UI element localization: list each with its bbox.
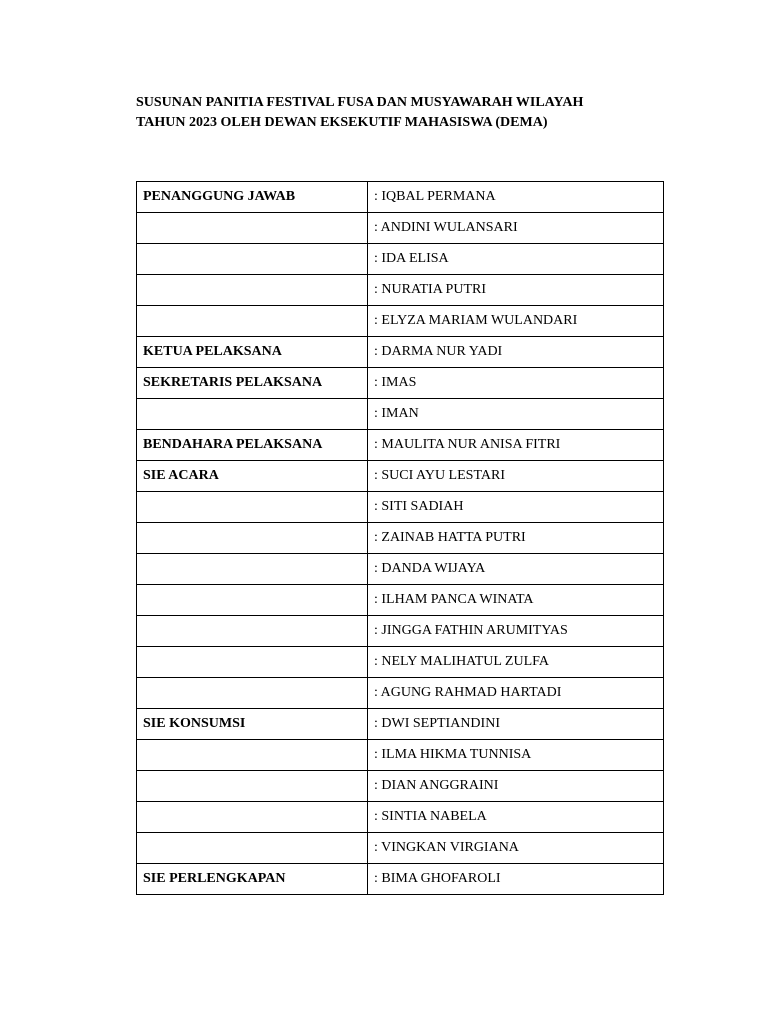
role-cell: SEKRETARIS PELAKSANA [137,368,368,399]
member-name-cell: : NELY MALIHATUL ZULFA [368,647,664,678]
table-row [137,213,664,244]
member-name-cell: : ZAINAB HATTA PUTRI [368,523,664,554]
table-row [137,864,664,895]
table-row [137,709,664,740]
table-row [137,461,664,492]
member-name-cell: : MAULITA NUR ANISA FITRI [368,430,664,461]
member-name-cell: : DARMA NUR YADI [368,337,664,368]
role-cell [137,647,368,678]
member-name-cell: : ELYZA MARIAM WULANDARI [368,306,664,337]
role-cell [137,833,368,864]
table-row [137,244,664,275]
role-cell [137,275,368,306]
table-row [137,740,664,771]
role-cell [137,616,368,647]
table-row [137,430,664,461]
member-name-cell: : IDA ELISA [368,244,664,275]
role-cell [137,585,368,616]
table-row [137,616,664,647]
role-cell: PENANGGUNG JAWAB [137,182,368,213]
member-name-cell: : IQBAL PERMANA [368,182,664,213]
role-cell: BENDAHARA PELAKSANA [137,430,368,461]
member-name-cell: : DWI SEPTIANDINI [368,709,664,740]
table-row [137,306,664,337]
role-cell [137,678,368,709]
member-name-cell: : BIMA GHOFAROLI [368,864,664,895]
table-row [137,554,664,585]
role-cell: SIE PERLENGKAPAN [137,864,368,895]
member-name-cell: : SUCI AYU LESTARI [368,461,664,492]
member-name-cell: : SITI SADIAH [368,492,664,523]
table-row [137,275,664,306]
role-cell [137,213,368,244]
table-row [137,678,664,709]
table-row [137,647,664,678]
role-cell [137,492,368,523]
member-name-cell: : DIAN ANGGRAINI [368,771,664,802]
document-title [136,93,676,133]
member-name-cell: : ILHAM PANCA WINATA [368,585,664,616]
member-name-cell: : ANDINI WULANSARI [368,213,664,244]
committee-table [136,181,664,895]
member-name-cell: : DANDA WIJAYA [368,554,664,585]
member-name-cell: : ILMA HIKMA TUNNISA [368,740,664,771]
committee-table-body [137,182,664,895]
title-line-2: TAHUN 2023 OLEH DEWAN EKSEKUTIF MAHASISWA (DEMA) [136,115,548,130]
member-name-cell: : NURATIA PUTRI [368,275,664,306]
role-cell [137,399,368,430]
title-line-1: SUSUNAN PANITIA FESTIVAL FUSA DAN MUSYAWARAH WILAYAH [136,95,584,110]
table-row [137,833,664,864]
role-cell [137,554,368,585]
table-row [137,771,664,802]
table-row [137,492,664,523]
member-name-cell: : JINGGA FATHIN ARUMITYAS [368,616,664,647]
role-cell: SIE KONSUMSI [137,709,368,740]
role-cell [137,771,368,802]
role-cell: SIE ACARA [137,461,368,492]
table-row [137,523,664,554]
member-name-cell: : IMAS [368,368,664,399]
role-cell [137,244,368,275]
role-cell [137,802,368,833]
member-name-cell: : SINTIA NABELA [368,802,664,833]
table-row [137,182,664,213]
table-row [137,368,664,399]
role-cell [137,306,368,337]
role-cell: KETUA PELAKSANA [137,337,368,368]
table-row [137,337,664,368]
role-cell [137,523,368,554]
table-row [137,802,664,833]
table-row [137,399,664,430]
member-name-cell: : AGUNG RAHMAD HARTADI [368,678,664,709]
role-cell [137,740,368,771]
table-row [137,585,664,616]
member-name-cell: : IMAN [368,399,664,430]
member-name-cell: : VINGKAN VIRGIANA [368,833,664,864]
